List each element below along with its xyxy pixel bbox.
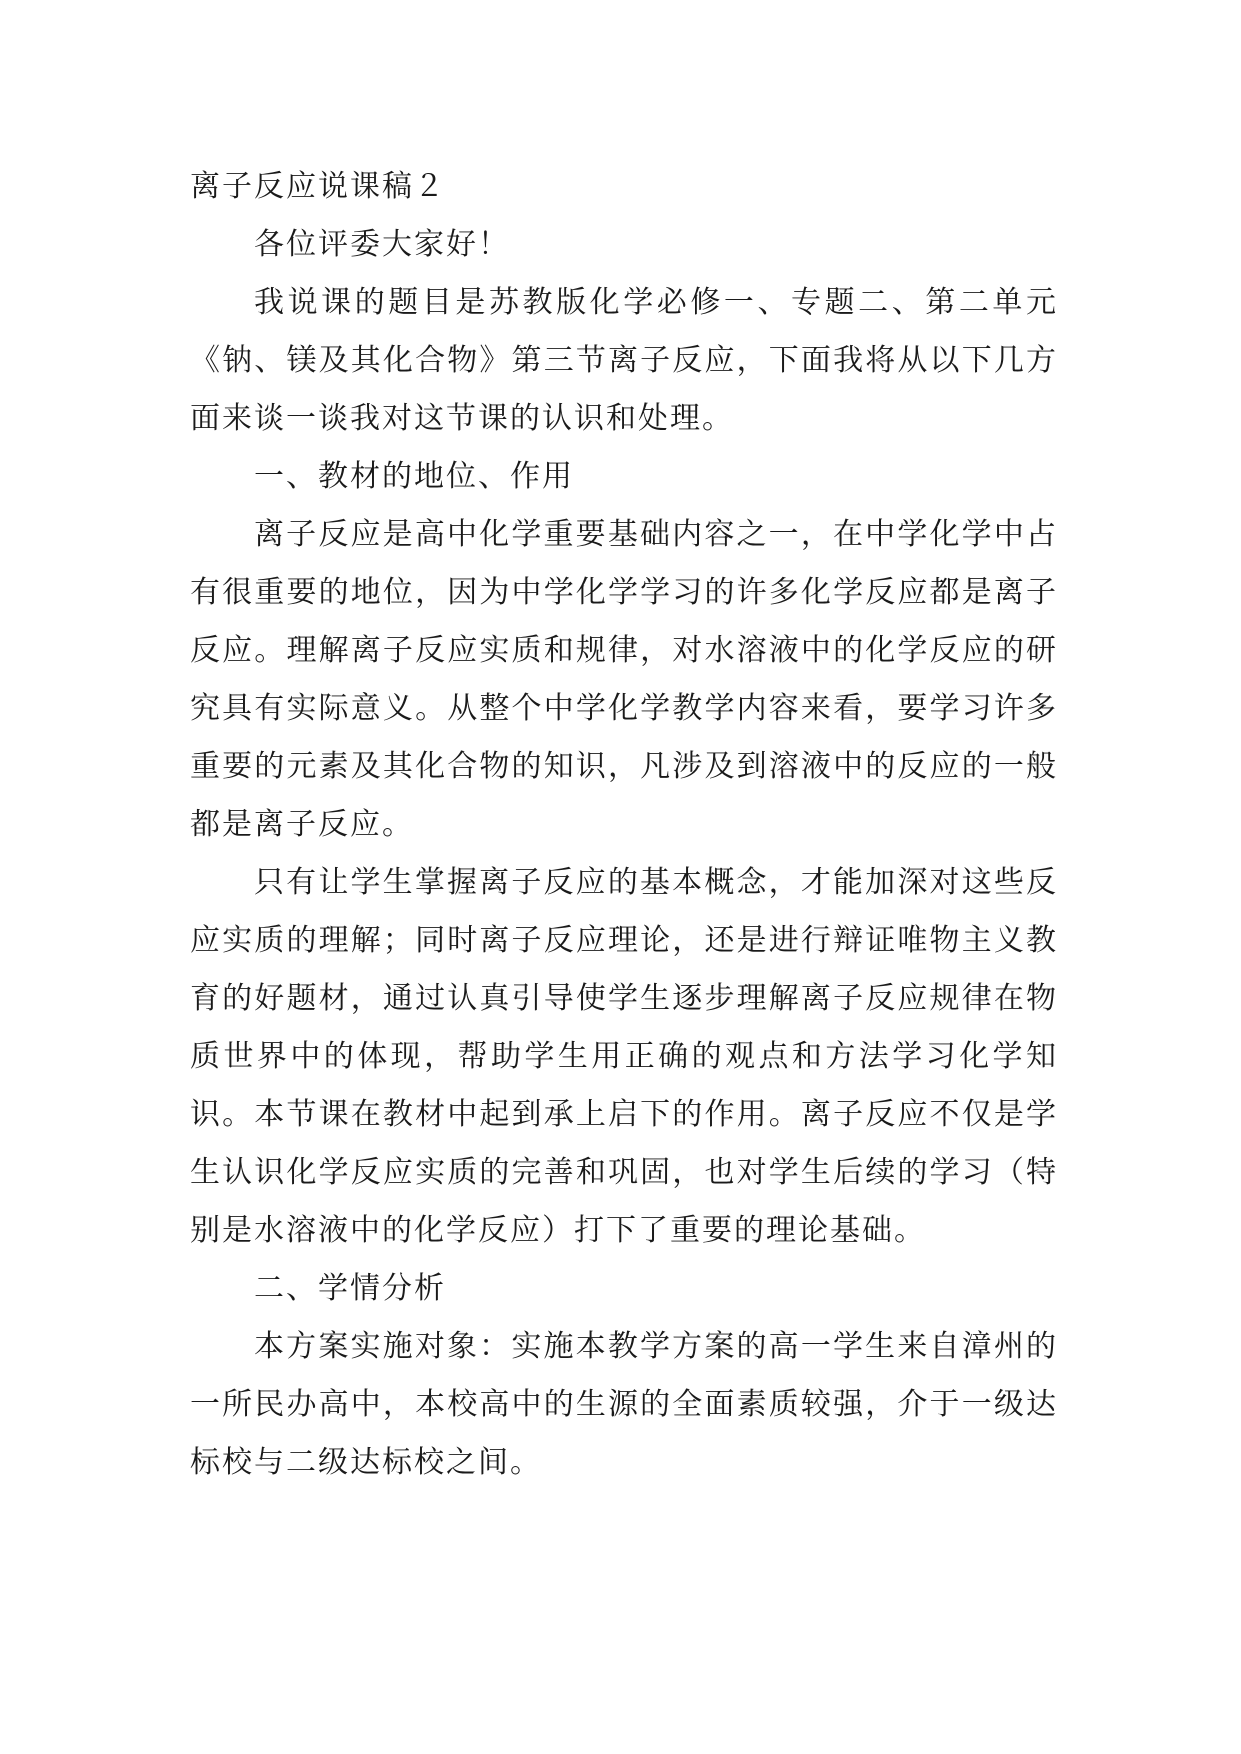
greeting-paragraph: 各位评委大家好！ <box>254 227 510 262</box>
section-heading-textbook-role: 一、教材的地位、作用 <box>254 459 574 494</box>
textbook-role-paragraph-2: 只有让学生掌握离子反应的基本概念，才能加深对这些反应实质的理解；同时离子反应理论，还是进行辩证唯物主义教育的好题材，通过认真引导使学生逐步理解离子反应规律在物质世界中的体现，帮助学生用正确的观点和方法学习化学知识。本节课在教材中起到承上启下的作用。离子反应不仅是学生认识化学反应实质的完善和巩固，也对学生后续的学习（特别是水溶液中的化学反应）打下了重要的理论基础。 <box>190 865 1058 1248</box>
textbook-role-paragraph-1: 离子反应是高中化学重要基础内容之一，在中学化学中占有很重要的地位，因为中学化学学习的许多化学反应都是离子反应。理解离子反应实质和规律，对水溶液中的化学反应的研究具有实际意义。从整个中学化学教学内容来看，要学习许多重要的元素及其化合物的知识，凡涉及到溶液中的反应的一般都是离子反应。 <box>190 517 1058 842</box>
section-heading-student-analysis: 二、学情分析 <box>254 1271 446 1306</box>
document-title: 离子反应说课稿２ <box>190 169 446 204</box>
student-analysis-paragraph: 本方案实施对象：实施本教学方案的高一学生来自漳州的一所民办高中，本校高中的生源的全面素质较强，介于一级达标校与二级达标校之间。 <box>190 1329 1058 1480</box>
document-body <box>190 158 1058 1492</box>
intro-paragraph: 我说课的题目是苏教版化学必修一、专题二、第二单元《钠、镁及其化合物》第三节离子反应，下面我将从以下几方面来谈一谈我对这节课的认识和处理。 <box>190 285 1058 436</box>
